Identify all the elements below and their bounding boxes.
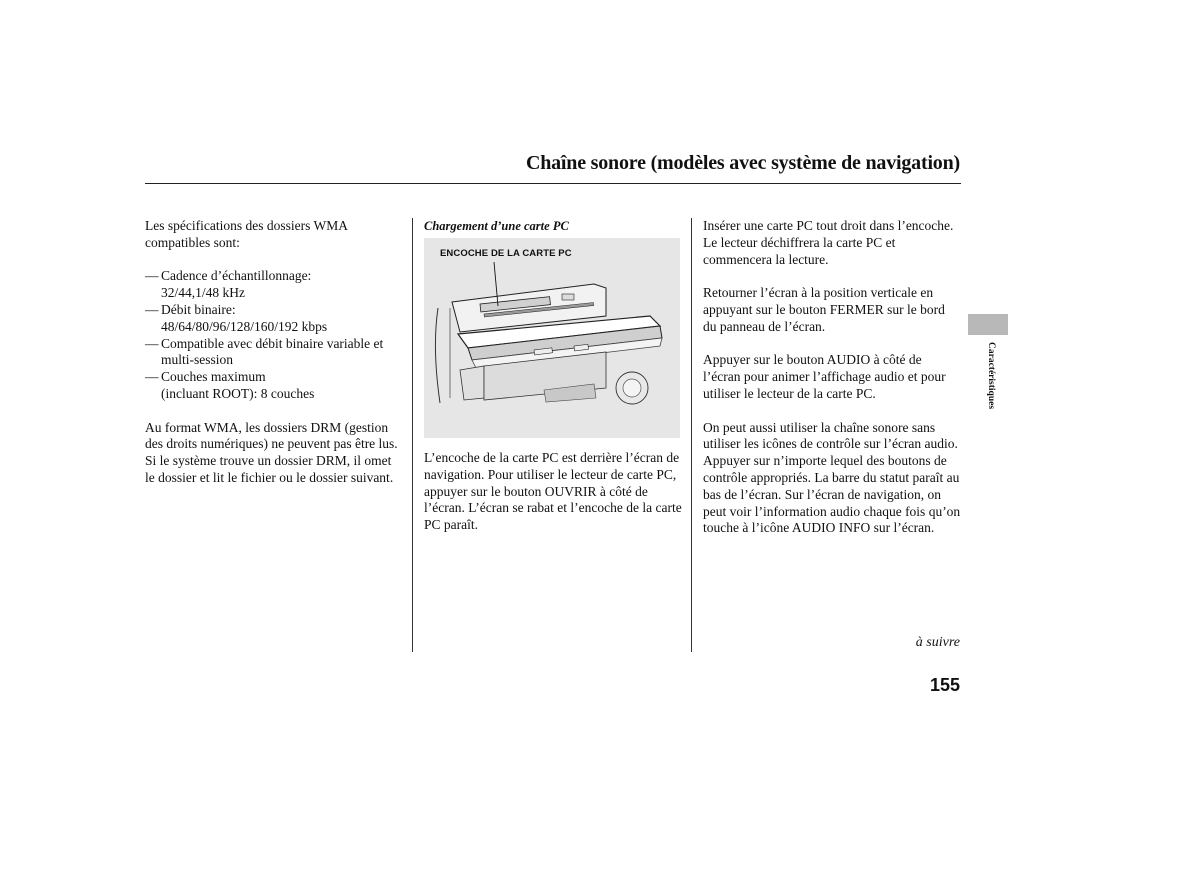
spec-item (145, 268, 403, 302)
wma-intro: Les spécifications des dossiers WMA compatibles sont: (145, 218, 348, 250)
page-title: Chaîne sonore (modèles avec système de navigation) (525, 152, 960, 174)
controls-paragraph: On peut aussi utiliser la chaîne sonore sans utiliser les icônes de contrôle sur l’écran audio. Appuyer sur n’importe lequel des boutons de contrôle appropriés. La barre du statut paraît au bas de l’écran. Sur l’écran de navigation, on peut voir l’information audio chaque fois qu’on touche à l’icône AUDIO INFO sur l’écran. (703, 419, 961, 536)
drm-paragraph: Au format WMA, les dossiers DRM (gestion des droits numériques) ne peuvent pas être lus. Si le système trouve un dossier DRM, il omet le dossier et lit le fichier ou le dossier suivant. (145, 419, 398, 485)
column-2 (424, 218, 686, 551)
pc-card-slot-figure (424, 238, 680, 438)
page-number: 155 (929, 675, 960, 695)
audio-button-paragraph: Appuyer sur le bouton AUDIO à côté de l’écran pour animer l’affichage audio et pour utiliser le lecteur de la carte PC. (703, 352, 946, 401)
spec-value: (incluant ROOT): 8 couches (161, 385, 315, 401)
nav-unit-illustration (424, 238, 680, 438)
figure-caption: Chargement d’une carte PC (424, 219, 569, 233)
spec-item (145, 369, 403, 403)
column-3 (703, 218, 961, 554)
dash-bullet: — (145, 268, 159, 284)
pc-card-slot-callout: ENCOCHE DE LA CARTE PC (440, 248, 572, 259)
spec-item (145, 302, 403, 336)
spec-label: Compatible avec débit binaire variable et multi-session (161, 335, 384, 368)
dash-bullet: — (145, 369, 159, 385)
section-tab (968, 314, 1008, 335)
column-divider-2 (691, 218, 692, 652)
continued-note: à suivre (915, 635, 960, 650)
section-tab-label: Caractéristiques (986, 342, 996, 410)
dash-bullet: — (145, 301, 159, 317)
spec-label: Débit binaire: (161, 301, 236, 317)
spec-label: Couches maximum (161, 369, 266, 385)
insert-card-paragraph: Insérer une carte PC tout droit dans l’encoche. Le lecteur déchiffrera la carte PC et commencera la lecture. (703, 218, 954, 267)
column-divider-1 (412, 218, 413, 652)
slot-paragraph: L’encoche de la carte PC est derrière l’écran de navigation. Pour utiliser le lecteur de carte PC, appuyer sur le bouton OUVRIR à côté de l’écran. L’écran se rabat et l’encoche de la carte PC paraît. (424, 450, 682, 533)
close-screen-paragraph: Retourner l’écran à la position verticale en appuyant sur le bouton FERMER sur le bord du panneau de l’écran. (703, 285, 945, 334)
spec-value: 32/44,1/48 kHz (161, 285, 245, 301)
wma-spec-list (145, 268, 403, 402)
spec-label: Cadence d’échantillonnage: (161, 268, 312, 284)
spec-item (145, 336, 403, 370)
spec-value: 48/64/80/96/128/160/192 kbps (161, 318, 328, 334)
title-divider (145, 183, 961, 184)
dash-bullet: — (145, 335, 159, 351)
column-1 (145, 218, 403, 504)
